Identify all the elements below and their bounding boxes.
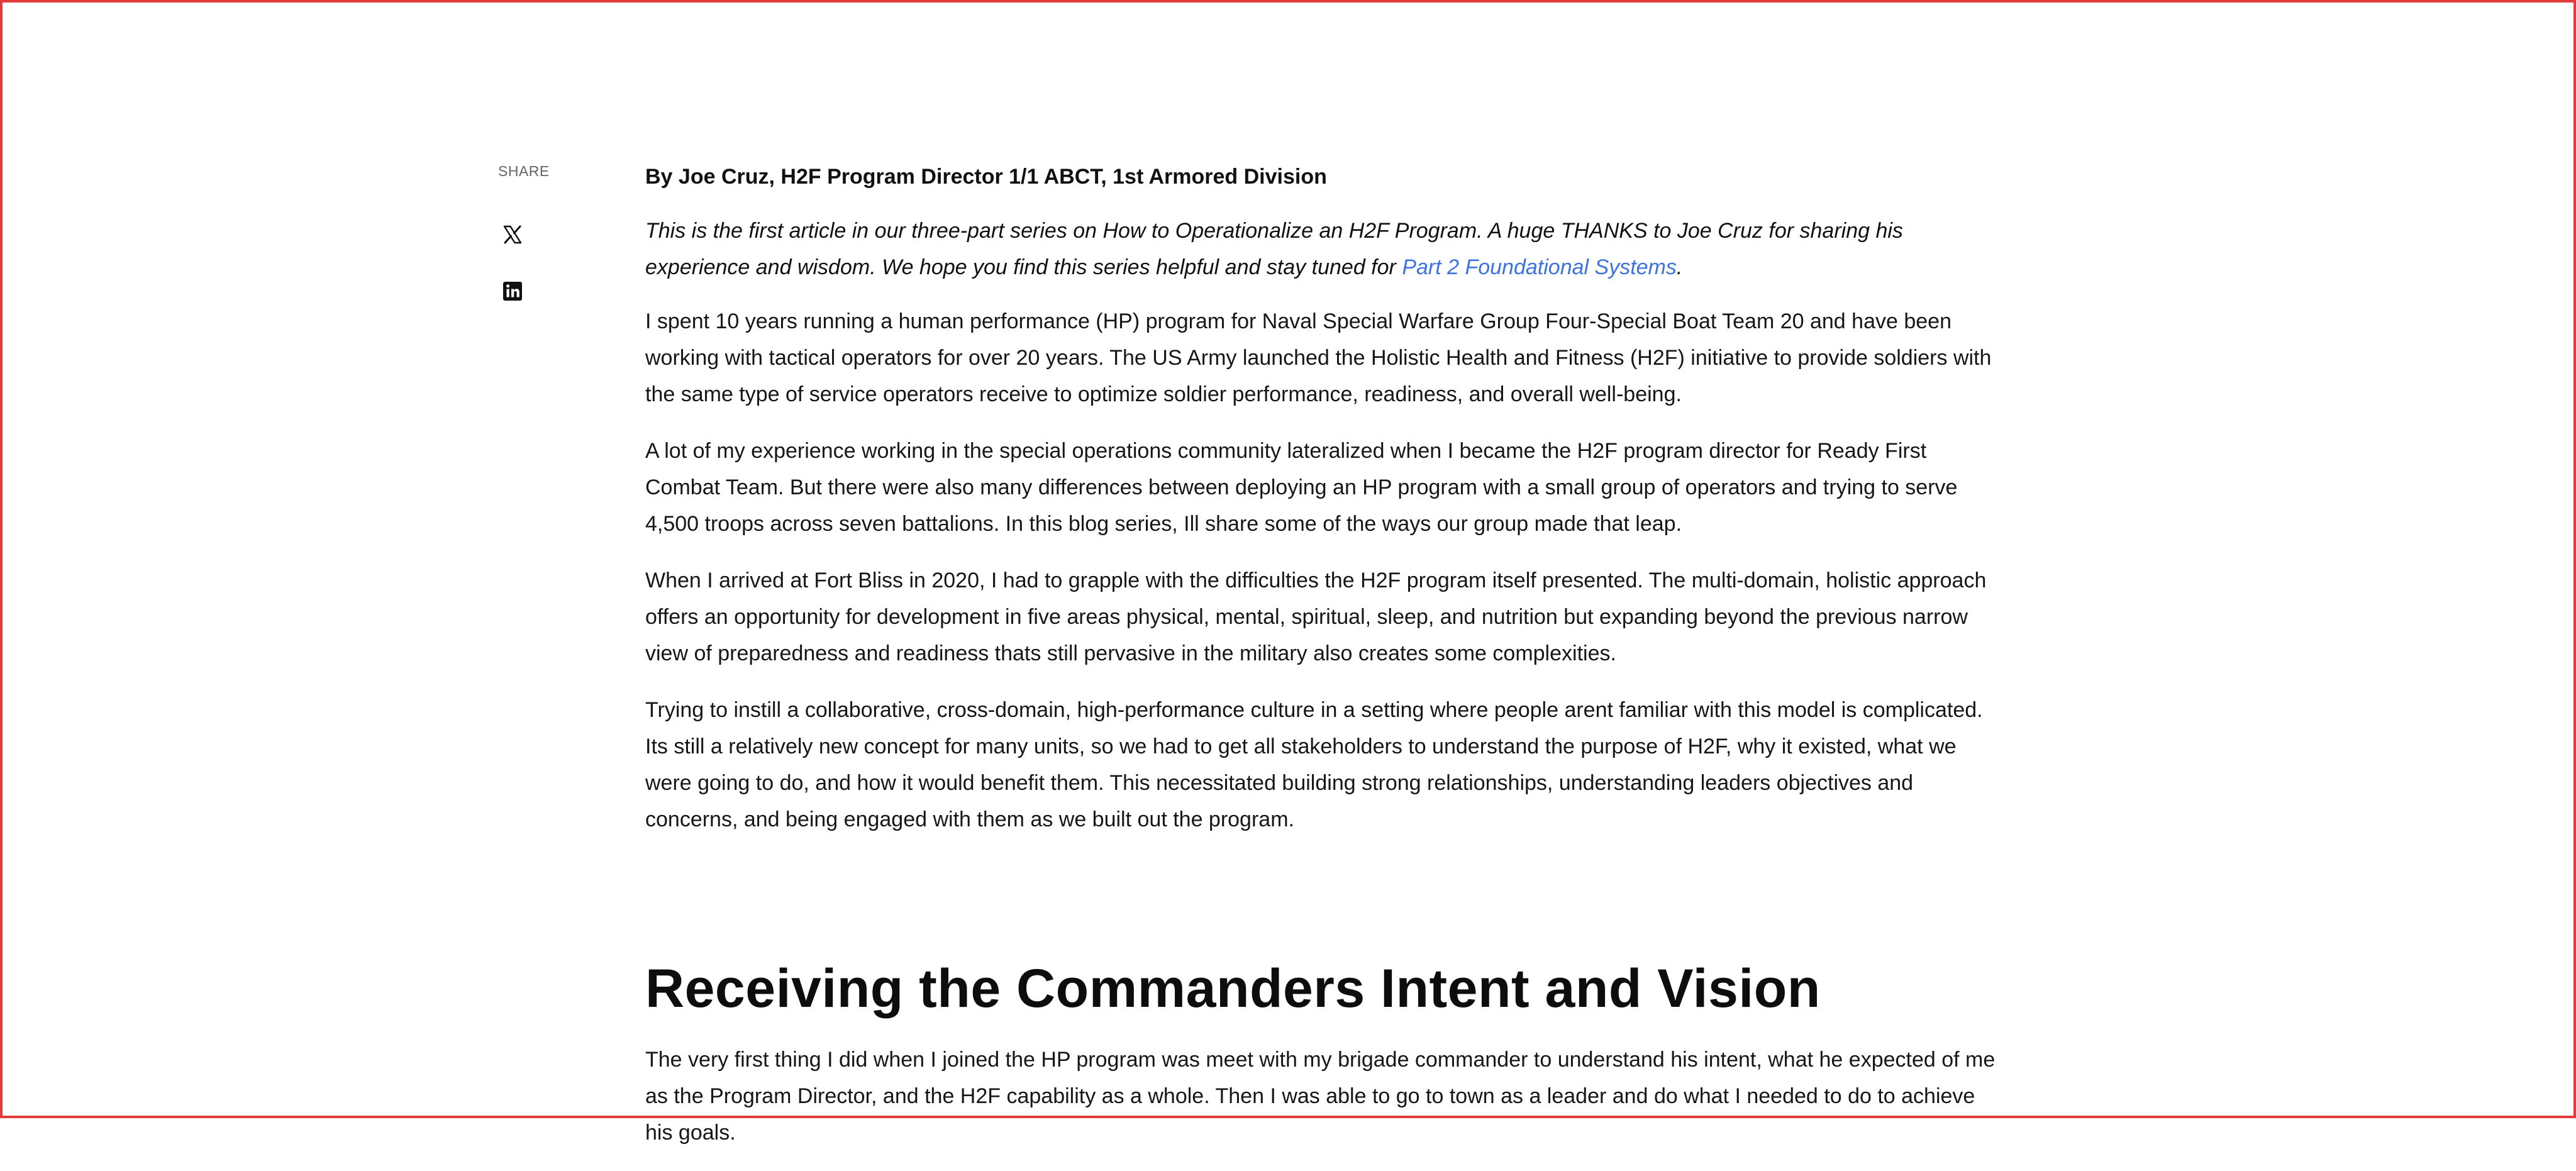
intro-end: . [1676,255,1683,279]
paragraph-1: I spent 10 years running a human performance (HP) program for Naval Special Warfare Group Four-Special Boat Team 20 and have been working with tactical operators for over 20 years. The US Army launched the Holistic Health and Fitness (H2F) initiative to provide soldiers with the same type of service operators receive to optimize soldier performance, readiness, and overall well-being. [645,309,1992,406]
section-heading: Receiving the Commanders Intent and Vision [645,958,1821,1019]
article-intro [645,213,1997,286]
share-x-button[interactable] [498,220,527,249]
linkedin-icon [502,281,523,301]
part-2-link[interactable]: Part 2 Foundational Systems [1402,255,1677,279]
share-linkedin-button[interactable] [498,277,527,306]
x-icon [502,225,523,245]
section-paragraph: The very first thing I did when I joined the HP program was meet with my brigade commander to understand his intent, what he expected of me as the Program Director, and the H2F capability as a whole. Then I was able to go to town as a leader and do what I needed to do to achieve his goals. [645,1048,1996,1145]
paragraph-2: A lot of my experience working in the special operations community lateralized when I became the H2F program director for Ready First Combat Team. But there were also many differences between deploying an HP program with a small group of operators and trying to serve 4,500 troops across seven battalions. In this blog series, Ill share some of the ways our group made that leap. [645,439,1958,536]
paragraph-3: When I arrived at Fort Bliss in 2020, I had to grapple with the difficulties the H2F program itself presented. The multi-domain, holistic approach offers an opportunity for development in five areas physical, mental, spiritual, sleep, and nutrition but expanding beyond the previous narrow view of preparedness and readiness thats still pervasive in the military also creates some complexities. [645,569,1987,665]
article-body [645,158,1997,1171]
share-rail [498,162,555,180]
intro-text: This is the first article in our three-part series on How to Operationalize an H2F Program. A huge THANKS to Joe Cruz for sharing his experience and wisdom. We hope you find this series helpful and stay tuned for [645,219,1903,279]
paragraph-4: Trying to instill a collaborative, cross-domain, high-performance culture in a setting where people arent familiar with this model is complicated. Its still a relatively new concept for many units, so we had to get all stakeholders to understand the purpose of H2F, why it existed, what we were going to do, and how it would benefit them. This necessitated building strong relationships, understanding leaders objectives and concerns, and being engaged with them as we built out the program. [645,698,1983,831]
share-label: SHARE [498,163,550,179]
article-byline: By Joe Cruz, H2F Program Director 1/1 ABCT, 1st Armored Division [645,165,1327,189]
